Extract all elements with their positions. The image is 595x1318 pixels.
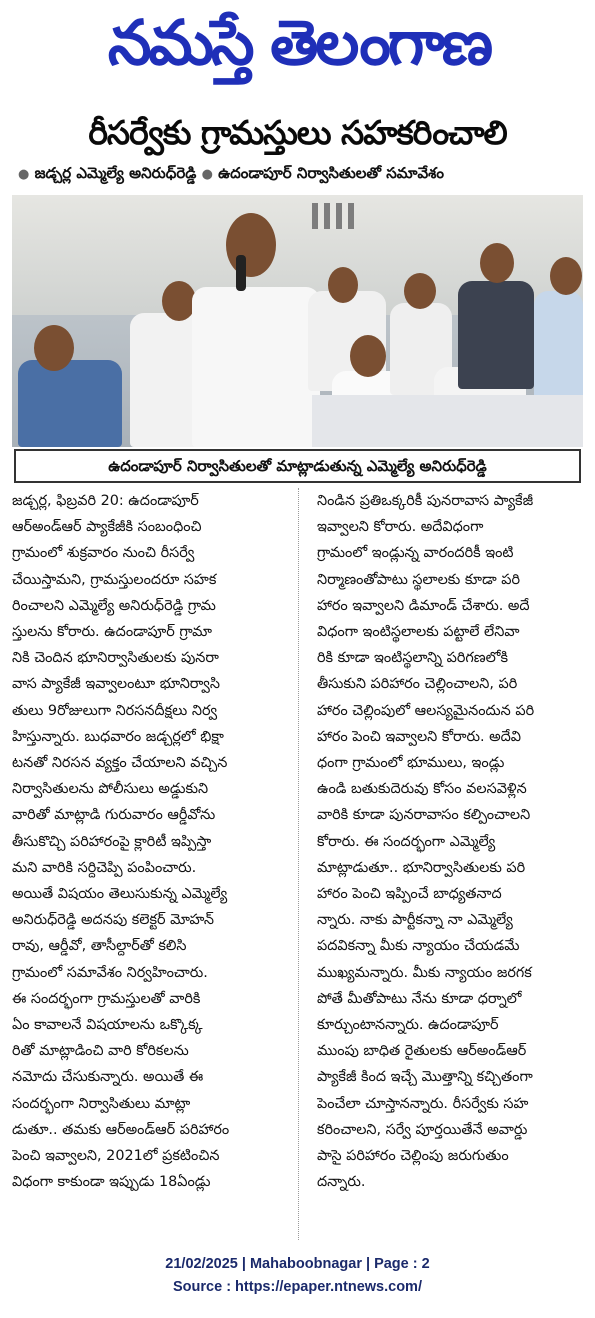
article-line: అనిరుధ్‌రెడ్డి అదనపు కలెక్టర్ మోహన్ <box>12 912 214 929</box>
article-line: కరించాలని, సర్వే పూర్తయితేనే అవార్డు <box>317 1121 528 1138</box>
article-line: హారం చెల్లింపులో ఆలస్యమైనందున పరి <box>317 702 535 719</box>
article-line: ముఖ్యమన్నారు. మీకు న్యాయం జరగక <box>317 964 532 981</box>
article-line: జడ్చర్ల, ఫిబ్రవరి 20: ఉదండాపూర్ <box>12 493 199 509</box>
article-column-left <box>12 488 284 1195</box>
article-line: నిర్వాసితులను పోలీసులు అడ్డుకుని <box>12 781 209 798</box>
article-line: మని వారికి సర్దిచెప్పి పంపించారు. <box>12 859 197 876</box>
article-line: ధంగా గ్రామంలో భూములు, ఇండ్లు <box>317 755 505 772</box>
photo-person <box>458 281 534 389</box>
article-line: పెంచేలా చూస్తానన్నారు. రీసర్వేకు సహ <box>317 1095 529 1112</box>
subhead-item-2: ఉదండాపూర్ నిర్వాసితులతో సమావేశం <box>218 164 444 182</box>
bullet-icon: ● <box>201 167 213 182</box>
article-line: టనతో నిరసన వ్యక్తం చేయాలని వచ్చిన <box>12 755 228 772</box>
article-line: ముంపు బాధిత రైతులకు ఆర్‌అండ్‌ఆర్ <box>317 1043 527 1060</box>
article-line: వారితో మాట్లాడి గురువారం ఆర్డీవోను <box>12 807 216 824</box>
photo-person-head <box>404 273 436 309</box>
article-line: నికి చెందిన భూనిర్వాసితులకు పునరా <box>12 650 219 667</box>
photo-person-head <box>328 267 358 303</box>
microphone <box>236 255 246 291</box>
article-line: రించాలని ఎమ్మెల్యే అనిరుధ్‌రెడ్డి గ్రామ <box>12 597 216 614</box>
article-line: దన్నారు. <box>317 1174 366 1191</box>
article-line: సందర్భంగా నిర్వాసితులు మాట్లా <box>12 1095 191 1112</box>
article-column-right <box>317 488 589 1195</box>
newspaper-masthead <box>60 4 538 82</box>
article-line: కూర్చుంటానన్నారు. ఉదండాపూర్ <box>317 1017 499 1034</box>
photo-person-head <box>162 281 196 321</box>
article-line: నిండిన ప్రతిఒక్కరికీ పునరావాస ప్యాకేజీ <box>317 493 534 509</box>
bullet-icon: ● <box>18 167 30 182</box>
photo-person-head <box>34 325 74 371</box>
article-line: నమోదు చేసుకున్నారు. అయితే ఈ <box>12 1069 204 1086</box>
article-line: ఉండి బతుకుదెరువు కోసం వలసవెళ్లిన <box>317 781 527 798</box>
article-line: ఏం కావాలనే విషయాలను ఒక్కొక్క <box>12 1017 203 1034</box>
photo-person-head <box>226 213 276 277</box>
article-line: తులు 9రోజులుగా నిరసనదీక్షలు నిర్వ <box>12 702 218 719</box>
article-line: హారం ఇవ్వాలని డిమాండ్ చేశారు. అదే <box>317 597 530 614</box>
article-line: స్తులను కోరారు. ఉదండాపూర్ గ్రామా <box>12 624 212 641</box>
article-line: ఇవ్వాలని కోరారు. అదేవిధంగా <box>317 519 484 536</box>
article-line: రితో మాట్లాడించి వారి కోరికలను <box>12 1043 189 1060</box>
article-headline: రీసర్వేకు గ్రామస్తులు సహకరించాలి <box>88 113 507 152</box>
article-subhead <box>18 160 588 186</box>
article-line: ఈ సందర్భంగా గ్రామస్తులతో వారికి <box>12 990 201 1007</box>
photo-person <box>18 360 122 447</box>
article-line: ప్యాకేజీ కింద ఇచ్చే మొత్తాన్ని కచ్చితంగా <box>317 1069 533 1086</box>
article-line: హారం పెంచి ఇప్పించే బాధ్యతనాద <box>317 886 502 903</box>
photo-person-head <box>350 335 386 377</box>
article-line: పదవికన్నా మీకు న్యాయం చేయడమే <box>317 938 520 955</box>
article-line: విధంగా కాకుండా ఇప్పుడు 18ఏండ్లు <box>12 1174 211 1191</box>
column-divider <box>298 488 300 1240</box>
photo-wall-vent <box>312 203 354 229</box>
photo-person <box>534 291 583 411</box>
article-line: డుతూ.. తమకు ఆర్‌అండ్‌ఆర్ పరిహారం <box>12 1121 230 1138</box>
article-line: పెంచి ఇవ్వాలని, 2021లో ప్రకటించిన <box>12 1148 220 1165</box>
subhead-item-1: జడ్చర్ల ఎమ్మెల్యే అనిరుధ్‌రెడ్డి <box>34 164 197 182</box>
article-line: హిస్తున్నారు. బుధవారం జడ్చర్లలో భిక్షా <box>12 728 224 745</box>
article-line: పాసై పరిహారం చెల్లింపు జరుగుతుం <box>317 1148 509 1165</box>
masthead-title: నమస్తే తెలంగాణ <box>107 6 491 79</box>
page-meta: 21/02/2025 | Mahaboobnagar | Page : 2 <box>165 1256 430 1272</box>
source-link[interactable]: Source : https://epaper.ntnews.com/ <box>173 1279 422 1295</box>
photo-person-head <box>480 243 514 283</box>
article-line: నిర్మాణంతోపాటు స్థలాలకు కూడా పరి <box>317 571 520 588</box>
article-line: కోరారు. ఈ సందర్భంగా ఎమ్మెల్యే <box>317 833 496 850</box>
article-line: రికి కూడా ఇంటిస్థలాన్ని పరిగణలోకి <box>317 650 509 667</box>
article-line: గ్రామంలో ఇండ్లున్న వారందరికీ ఇంటి <box>317 545 514 562</box>
news-photo <box>12 195 583 447</box>
article-line: హారం పెంచి ఇవ్వాలని కోరారు. అదేవి <box>317 728 522 745</box>
photo-caption: ఉదండాపూర్ నిర్వాసితులతో మాట్లాడుతున్న ఎమ్మెల్యే అనిరుధ్‌రెడ్డి <box>14 449 581 483</box>
article-line: విధంగా ఇంటిస్థలాలకు పట్టాలే లేనివా <box>317 624 520 641</box>
article-line: రావు, ఆర్డీవో, తాసీల్దార్‌తో కలిసి <box>12 938 187 955</box>
article-line: పోతే మీతోపాటు నేను కూడా ధర్నాలో <box>317 990 522 1007</box>
article-line: వాస ప్యాకేజీ ఇవ్వాలంటూ భూనిర్వాసి <box>12 676 220 693</box>
article-line: అయితే విషయం తెలుసుకున్న ఎమ్మెల్యే <box>12 886 228 903</box>
photo-person-speaker <box>192 287 320 447</box>
article-line: గ్రామంలో సమావేశం నిర్వహించారు. <box>12 964 208 981</box>
article-line: మాట్లాడుతూ.. భూనిర్వాసితులకు పరి <box>317 859 526 876</box>
article-line: వారికి కూడా పునరావాసం కల్పించాలని <box>317 807 531 824</box>
photo-person-head <box>550 257 582 295</box>
article-line: తీసుకుని పరిహారం చెల్లించాలని, పరి <box>317 676 518 693</box>
article-line: గ్రామంలో శుక్రవారం నుంచి రీసర్వే <box>12 545 195 562</box>
article-line: ఆర్‌అండ్‌ఆర్ ప్యాకేజీకి సంబంధించి <box>12 519 202 536</box>
photo-table <box>312 395 583 447</box>
article-line: న్నారు. నాకు పార్టీకన్నా నా ఎమ్మెల్యే <box>317 912 513 929</box>
article-line: తీసుకొచ్చి పరిహారంపై క్లారిటీ ఇప్పిస్తా <box>12 833 212 850</box>
article-line: చేయిస్తామని, గ్రామస్తులందరూ సహక <box>12 571 217 588</box>
